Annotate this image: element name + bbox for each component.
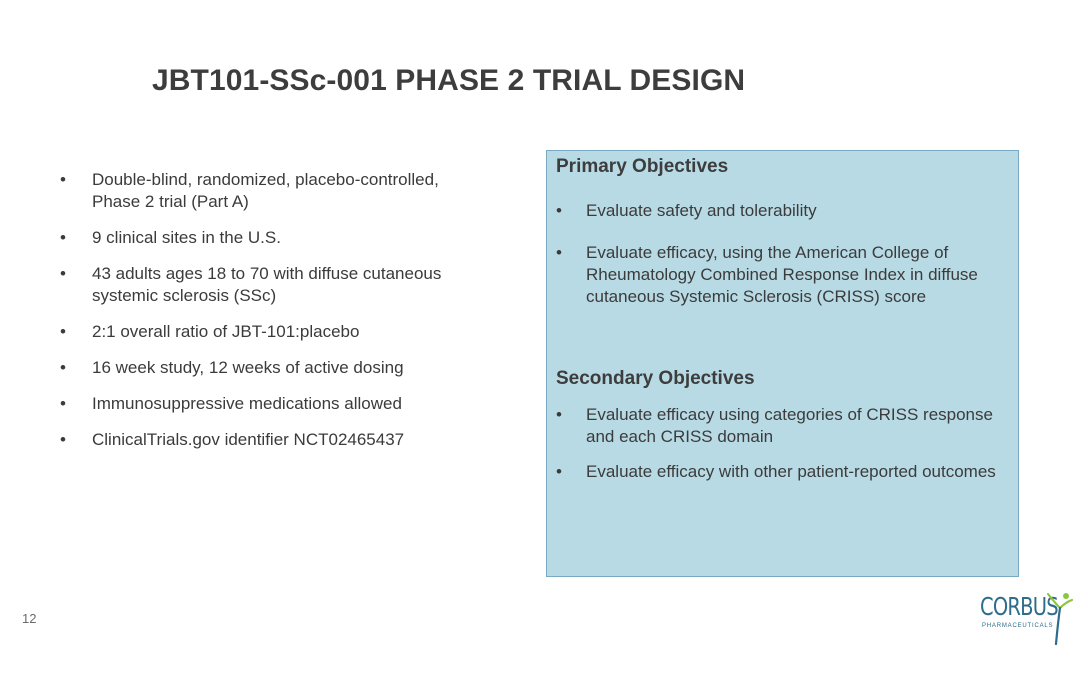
bullet-icon: • [60, 170, 66, 189]
bullet-icon: • [60, 358, 66, 377]
list-item-text: Evaluate efficacy using categories of CRISS response and each CRISS domain [586, 405, 993, 446]
list-item-text: Evaluate efficacy, using the American College of Rheumatology Combined Response Index in diffuse cutaneous Systemic Sclerosis (CRISS) score [586, 243, 978, 306]
secondary-objectives-list [556, 404, 1006, 483]
person-figure-icon [1046, 588, 1074, 646]
logo-wordmark: CORBUS [980, 592, 1058, 621]
secondary-objectives-heading: Secondary Objectives [556, 368, 755, 389]
bullet-icon: • [60, 264, 66, 283]
bullet-icon: • [556, 405, 562, 424]
list-item [556, 404, 1006, 448]
page-number: 12 [22, 611, 37, 626]
primary-objectives-list [556, 200, 1006, 308]
list-item [60, 263, 490, 307]
list-item-text: Immunosuppressive medications allowed [92, 394, 402, 413]
primary-objectives-heading: Primary Objectives [556, 156, 729, 177]
list-item [60, 321, 490, 343]
company-logo [978, 588, 1076, 648]
list-item [60, 227, 490, 249]
slide-title: JBT101-SSc-001 PHASE 2 TRIAL DESIGN [152, 64, 746, 97]
list-item-text: Double-blind, randomized, placebo-controlled, Phase 2 trial (Part A) [92, 170, 439, 211]
list-item-text: 16 week study, 12 weeks of active dosing [92, 358, 404, 377]
list-item-text: 43 adults ages 18 to 70 with diffuse cutaneous systemic sclerosis (SSc) [92, 264, 442, 305]
list-item [60, 429, 490, 451]
bullet-icon: • [556, 243, 562, 262]
bullet-icon: • [60, 430, 66, 449]
bullet-icon: • [556, 462, 562, 481]
bullet-icon: • [60, 228, 66, 247]
list-item [556, 242, 1006, 308]
list-item-text: Evaluate efficacy with other patient-reported outcomes [586, 462, 996, 481]
bullet-icon: • [60, 394, 66, 413]
list-item-text: ClinicalTrials.gov identifier NCT02465437 [92, 430, 405, 449]
list-item [60, 357, 490, 379]
list-item-text: Evaluate safety and tolerability [586, 201, 817, 220]
trial-design-list [60, 169, 490, 465]
list-item [60, 169, 490, 213]
logo-subtitle: PHARMACEUTICALS [982, 623, 1054, 629]
bullet-icon: • [60, 322, 66, 341]
list-item [556, 461, 1006, 483]
objectives-box [546, 150, 1019, 577]
list-item [60, 393, 490, 415]
list-item-text: 9 clinical sites in the U.S. [92, 228, 281, 247]
list-item [556, 200, 1006, 222]
bullet-icon: • [556, 201, 562, 220]
list-item-text: 2:1 overall ratio of JBT-101:placebo [92, 322, 360, 341]
